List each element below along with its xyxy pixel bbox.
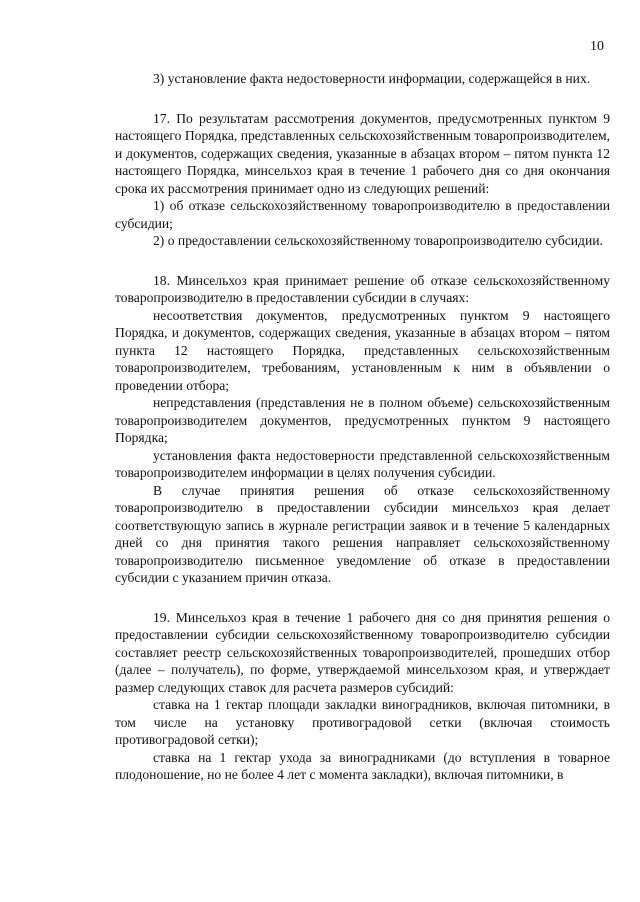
paragraph-19-rate-2: ставка на 1 гектар ухода за виноградниками (до вступления в товарное плодоношение, но не более 4 лет с момента закладки), включая питомники, в — [115, 749, 610, 782]
page-number: 10 — [590, 39, 604, 54]
paragraph-18-case-3: установления факта недостоверности представленной сельскохозяйственным товаропроизводителем информации в целях получения субсидии. — [115, 447, 610, 480]
paragraph-17: 17. По результатам рассмотрения документов, предусмотренных пунктом 9 настоящего Порядка, представленных сельскохозяйственным товаропроизводителем, и документов, содержащих сведения, указанные в абзацах втором – пятом пункта 12 настоящего Порядка, минсельхоз края в течение 1 рабочего дня со дня окончания срока их рассмотрения принимает одно из следующих решений: — [115, 110, 610, 196]
paragraph-19-rate-1: ставка на 1 гектар площади закладки виноградников, включая питомники, в том числе на установку противоградовой сетки (включая стоимость противоградовой сетки); — [115, 697, 610, 747]
paragraph-18-case-2: непредставления (представления не в полном объеме) сельскохозяйственным товаропроизводителем документов, предусмотренных пунктом 9 настоящего Порядка; — [115, 395, 610, 445]
paragraph-17-option-1: 1) об отказе сельскохозяйственному товаропроизводителю в предоставлении субсидии; — [115, 198, 610, 231]
paragraph-19: 19. Минсельхоз края в течение 1 рабочего дня со дня принятия решения о предоставлении субсидии сельскохозяйственному товаропроизводителю субсидии составляет реестр сельскохозяйственных товаропроизводителей, прошедших отбор (далее – получатель), по форме, утверждаемой минсельхозом края, и утверждает размер следующих ставок для расчета размеров субсидий: — [115, 609, 610, 695]
paragraph-item-3: 3) установление факта недостоверности информации, содержащейся в них. — [153, 71, 591, 86]
paragraph-18-case-1: несоответствия документов, предусмотренных пунктом 9 настоящего Порядка, и документов, содержащих сведения, указанные в абзацах втором – пятом пункта 12 настоящего Порядка, представленных сельскохозяйственным товаропроизводителем, требованиям, установленным к ним в объявлении о проведении отбора; — [115, 307, 610, 393]
paragraph-18-refusal: В случае принятия решения об отказе сельскохозяйственному товаропроизводителю в предоставлении субсидии минсельхоз края делает соответствующую запись в журнале регистрации заявок и в течение 5 календарных дней со дня принятия такого решения направляет сельскохозяйственному товаропроизводителю письменное уведомление об отказе в предоставлении субсидии с указанием причин отказа. — [115, 482, 610, 585]
paragraph-18: 18. Минсельхоз края принимает решение об отказе сельскохозяйственному товаропроизводителю в предоставлении субсидии в случаях: — [115, 272, 610, 305]
paragraph-17-option-2: 2) о предоставлении сельскохозяйственному товаропроизводителю субсидии. — [153, 233, 603, 248]
document-body — [115, 70, 610, 784]
